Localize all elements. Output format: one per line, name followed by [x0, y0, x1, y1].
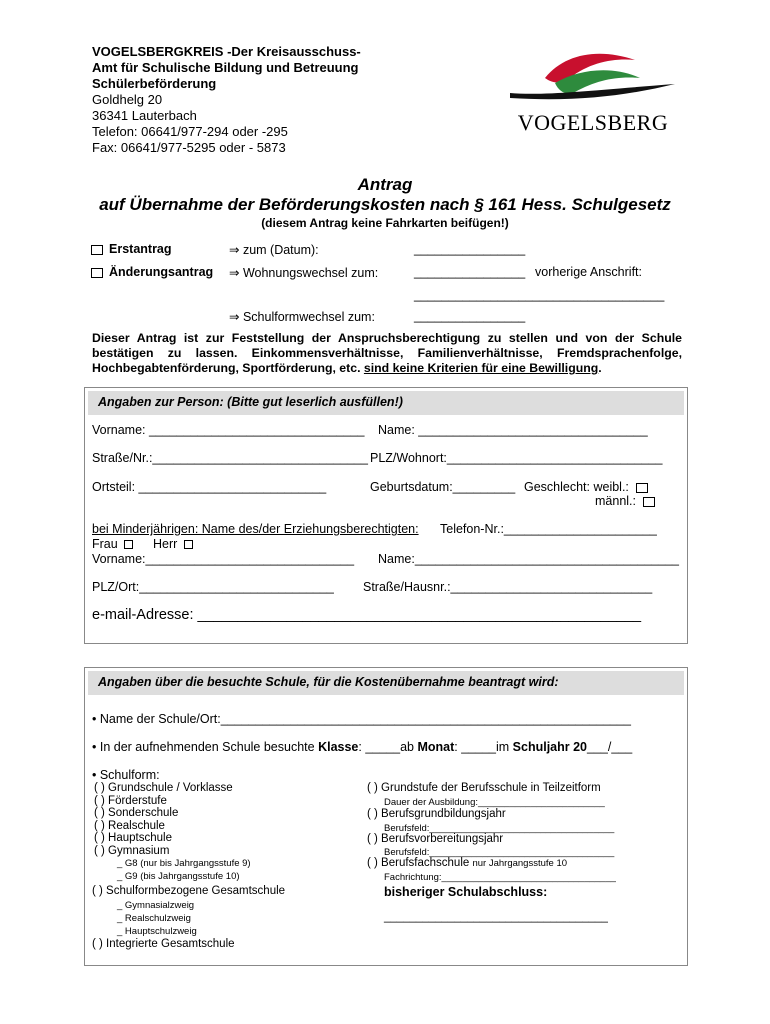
klasse-blank: : _____ab [358, 740, 418, 754]
monat-blank: : _____im [454, 740, 513, 754]
geschlecht-maennl[interactable] [595, 494, 661, 508]
frau-label: Frau [92, 537, 118, 551]
option-realschulzweig[interactable]: _ Realschulzweig [117, 913, 191, 924]
plz-wohnort-field[interactable]: PLZ/Wohnort:_______________________________ [370, 451, 663, 465]
aenderungsantrag-option[interactable] [91, 265, 213, 279]
bisheriger-schulabschluss-label: bisheriger Schulabschluss: [384, 885, 548, 899]
minderjaehrige-label: bei Minderjährigen: Name des/der Erziehungsberechtigten: [92, 522, 419, 536]
option-berufsvorbereitungsjahr[interactable]: ( ) Berufsvorbereitungsjahr [367, 833, 504, 845]
telefon-field[interactable]: Telefon-Nr.:______________________ [440, 522, 657, 536]
vorname-erziehungsberechtigter-field[interactable]: Vorname:______________________________ [92, 552, 355, 566]
name-field[interactable]: Name: _________________________________ [378, 423, 648, 437]
option-gymnasium[interactable]: ( ) Gymnasium [94, 844, 170, 857]
aenderungsantrag-label: Änderungsantrag [109, 265, 214, 279]
klasse-monat-schuljahr-field[interactable] [92, 740, 632, 754]
phone: Telefon: 06641/977-294 oder -295 [92, 124, 288, 139]
schulformwechsel-field[interactable]: ________________ [414, 309, 526, 323]
vorherige-anschrift-field[interactable]: ____________________________________ [414, 288, 665, 302]
form-note-tickets: (diesem Antrag keine Fahrkarten beifügen!) [261, 216, 509, 230]
monat-label: Monat [417, 740, 455, 754]
note-underlined: sind keine Kriterien für eine Bewilligung [363, 361, 599, 375]
frau-checkbox[interactable] [124, 540, 133, 549]
email-field[interactable]: e-mail-Adresse: _______________________________________________________ [92, 607, 642, 623]
erstantrag-option[interactable] [91, 242, 172, 256]
dauer-ausbildung-field[interactable]: Dauer der Ausbildung:________________________ [384, 797, 605, 808]
geschlecht-label: Geschlecht: weibl.: [524, 480, 629, 494]
schuljahr-label: Schuljahr 20 [512, 740, 587, 754]
klasse-label: Klasse [318, 740, 359, 754]
form-title-sub: auf Übernahme der Beförderungskosten nach § 161 Hess. Schulgesetz [99, 195, 671, 214]
fax: Fax: 06641/977-5295 oder - 5873 [92, 140, 286, 155]
berufsfachschule-note: nur Jahrgangsstufe 10 [472, 858, 568, 869]
fachrichtung-field[interactable]: Fachrichtung:_________________________________ [384, 872, 616, 883]
vogelsberg-logo [505, 48, 680, 138]
option-berufsfachschule[interactable] [367, 857, 567, 869]
schulform-left-list [94, 782, 233, 858]
org-name: VOGELSBERGKREIS -Der Kreisausschuss- [92, 44, 361, 59]
option-hauptschulzweig[interactable]: _ Hauptschulzweig [117, 926, 197, 937]
strasse-field[interactable]: Straße/Nr.:_______________________________ [92, 451, 368, 465]
herr-label: Herr [153, 537, 178, 551]
address-city: 36341 Lauterbach [92, 108, 197, 123]
option-sonderschule[interactable]: ( ) Sonderschule [94, 807, 179, 820]
strasse-hausnr-field[interactable]: Straße/Hausnr.:_____________________________ [363, 580, 653, 594]
zum-datum-field[interactable]: ________________ [414, 242, 526, 256]
name-erziehungsberechtigter-field[interactable]: Name:______________________________________ [378, 552, 679, 566]
maennl-label: männl.: [595, 494, 636, 508]
aenderungsantrag-checkbox[interactable] [91, 268, 103, 278]
schuljahr-blank: ___/___ [587, 740, 633, 754]
geschlecht-weibl[interactable] [524, 480, 654, 494]
vorherige-anschrift-label: vorherige Anschrift: [535, 265, 642, 279]
vorname-field[interactable]: Vorname: _______________________________ [92, 423, 365, 437]
schulformwechsel-label: ⇒ Schulformwechsel zum: [229, 310, 375, 324]
berufsfeld-field-2[interactable]: Berufsfeld:___________________________________ [384, 847, 615, 858]
school-section-heading: Angaben über die besuchte Schule, für die Kostenübernahme beantragt wird: [88, 671, 684, 695]
zum-datum-label: ⇒ zum (Datum): [229, 243, 319, 257]
option-schulformbezogen[interactable]: ( ) Schulformbezogene Gesamtschule [92, 885, 286, 897]
org-unit: Schülerbeförderung [92, 76, 217, 91]
option-g9[interactable]: _ G9 (bis Jahrgangsstufe 10) [117, 871, 240, 882]
option-grundstufe-berufsschule[interactable]: ( ) Grundstufe der Berufsschule in Teilzeitform [367, 782, 601, 794]
plz-ort-field[interactable]: PLZ/Ort:____________________________ [92, 580, 334, 594]
ortsteil-field[interactable]: Ortsteil: ___________________________ [92, 480, 327, 494]
note-text: Dieser Antrag ist zur Feststellung der Anspruchsberechtigung zu stellen und von der Schule bestätigen zu lassen. Einkommensverhältnisse, Familienverhältnisse, Fremdsprachenfolge, Hochbegabtenförderung, Sportförderung, etc. [92, 331, 682, 375]
weibl-checkbox[interactable] [636, 483, 648, 493]
wohnungswechsel-field[interactable]: ________________ [414, 265, 526, 279]
option-gymnasialzweig[interactable]: _ Gymnasialzweig [117, 900, 195, 911]
schulform-label: • Schulform: [92, 768, 160, 782]
address-street: Goldhelg 20 [92, 92, 163, 107]
bisheriger-schulabschluss-field[interactable]: ___________________________________ [384, 911, 608, 923]
eligibility-note [92, 331, 682, 376]
option-berufsgrundbildungsjahr[interactable]: ( ) Berufsgrundbildungsjahr [367, 808, 506, 820]
option-integrierte[interactable]: ( ) Integrierte Gesamtschule [92, 938, 235, 950]
herr-option[interactable] [153, 537, 199, 551]
erstantrag-label: Erstantrag [109, 242, 172, 256]
berufsfeld-field-1[interactable]: Berufsfeld:___________________________________ [384, 823, 615, 834]
option-hauptschule[interactable]: ( ) Hauptschule [94, 832, 172, 845]
letterhead [92, 44, 361, 156]
note-end: . [598, 361, 602, 375]
form-title: Antrag [357, 175, 413, 194]
option-grundschule[interactable]: ( ) Grundschule / Vorklasse [94, 782, 233, 794]
maennl-checkbox[interactable] [643, 497, 655, 507]
logo-text: VOGELSBERG [517, 110, 669, 135]
klasse-prefix: • In der aufnehmenden Schule besuchte [92, 740, 319, 754]
person-section-heading: Angaben zur Person: (Bitte gut leserlich ausfüllen!) [88, 391, 684, 415]
org-department: Amt für Schulische Bildung und Betreuung [92, 60, 359, 75]
option-realschule[interactable]: ( ) Realschule [94, 819, 165, 832]
schule-name-field[interactable]: • Name der Schule/Ort:___________________________________________________________ [92, 712, 631, 726]
erstantrag-checkbox[interactable] [91, 245, 103, 255]
wohnungswechsel-label: ⇒ Wohnungswechsel zum: [229, 266, 379, 280]
berufsfachschule-label: ( ) Berufsfachschule [367, 857, 473, 869]
herr-checkbox[interactable] [184, 540, 193, 549]
frau-option[interactable] [92, 537, 139, 551]
option-g8[interactable]: _ G8 (nur bis Jahrgangsstufe 9) [117, 858, 251, 869]
geburtsdatum-field[interactable]: Geburtsdatum:_________ [370, 480, 516, 494]
option-foerderstufe[interactable]: ( ) Förderstufe [94, 794, 167, 807]
